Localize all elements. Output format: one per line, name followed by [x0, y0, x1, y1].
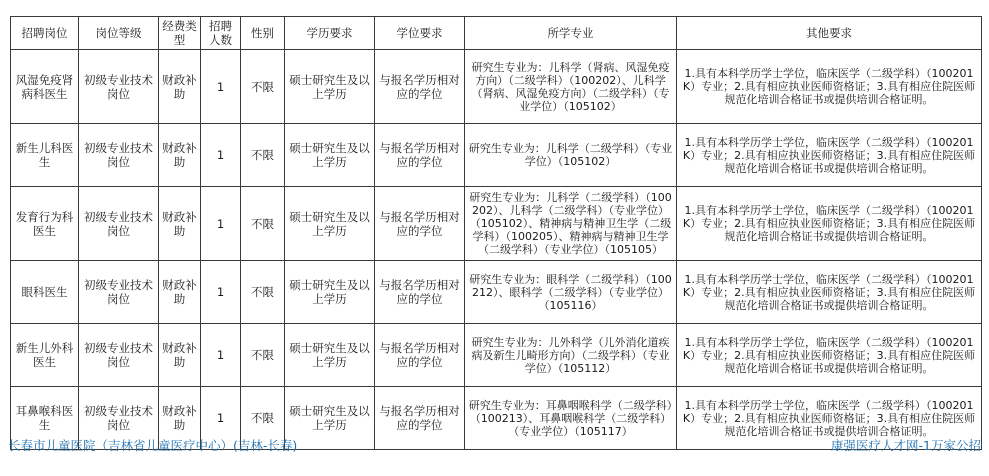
table-row [11, 261, 982, 324]
cell-education: 硕士研究生及以上学历 [285, 187, 375, 261]
cell-major: 研究生专业为：儿科学（肾病、风湿免疫方向）（二级学科）（100202）、儿科学（肾病、风湿免疫方向）（二级学科）（专业学位）（105102） [465, 50, 677, 124]
cell-funding: 财政补助 [159, 50, 201, 124]
cell-education: 硕士研究生及以上学历 [285, 387, 375, 450]
cell-major: 研究生专业为：儿科学（二级学科）（专业学位）（105102） [465, 124, 677, 187]
cell-other: 1.具有本科学历学士学位，临床医学（二级学科）（100201K）专业；2.具有相应执业医师资格证；3.具有相应住院医师规范化培训合格证书或提供培训合格证明。 [677, 387, 982, 450]
cell-education: 硕士研究生及以上学历 [285, 324, 375, 387]
cell-education: 硕士研究生及以上学历 [285, 261, 375, 324]
cell-education: 硕士研究生及以上学历 [285, 50, 375, 124]
header-row [11, 17, 982, 50]
header-funding: 经费类型 [159, 17, 201, 50]
cell-count: 1 [201, 124, 241, 187]
table-body [11, 50, 982, 450]
cell-degree: 与报名学历相对应的学位 [375, 387, 465, 450]
cell-gender: 不限 [241, 187, 285, 261]
cell-level: 初级专业技术岗位 [79, 261, 159, 324]
cell-level: 初级专业技术岗位 [79, 324, 159, 387]
cell-position: 眼科医生 [11, 261, 79, 324]
header-education: 学历要求 [285, 17, 375, 50]
cell-level: 初级专业技术岗位 [79, 387, 159, 450]
cell-funding: 财政补助 [159, 124, 201, 187]
cell-position: 发育行为科医生 [11, 187, 79, 261]
table-row [11, 187, 982, 261]
cell-position: 风湿免疫肾病科医生 [11, 50, 79, 124]
cell-degree: 与报名学历相对应的学位 [375, 124, 465, 187]
cell-major: 研究生专业为：眼科学（二级学科）（100212）、眼科学（二级学科）（专业学位）（105116） [465, 261, 677, 324]
cell-major: 研究生专业为：儿科学（二级学科）（100202）、儿科学（二级学科）（专业学位）（105102）、精神病与精神卫生学（二级学科）（100205）、精神病与精神卫生学（二级学科）（专业学位）（105105） [465, 187, 677, 261]
cell-gender: 不限 [241, 50, 285, 124]
cell-position: 耳鼻喉科医生 [11, 387, 79, 450]
cell-level: 初级专业技术岗位 [79, 124, 159, 187]
cell-degree: 与报名学历相对应的学位 [375, 324, 465, 387]
footer-site-watermark: 康强医疗人才网-1万家公招 [831, 438, 981, 453]
cell-other: 1.具有本科学历学士学位，临床医学（二级学科）（100201K）专业；2.具有相应执业医师资格证；3.具有相应住院医师规范化培训合格证书或提供培训合格证明。 [677, 324, 982, 387]
cell-funding: 财政补助 [159, 187, 201, 261]
cell-funding: 财政补助 [159, 387, 201, 450]
header-major: 所学专业 [465, 17, 677, 50]
cell-degree: 与报名学历相对应的学位 [375, 187, 465, 261]
cell-level: 初级专业技术岗位 [79, 50, 159, 124]
header-count: 招聘人数 [201, 17, 241, 50]
header-other: 其他要求 [677, 17, 982, 50]
cell-position: 新生儿外科医生 [11, 324, 79, 387]
cell-funding: 财政补助 [159, 261, 201, 324]
cell-other: 1.具有本科学历学士学位，临床医学（二级学科）（100201K）专业；2.具有相应执业医师资格证；3.具有相应住院医师规范化培训合格证书或提供培训合格证明。 [677, 261, 982, 324]
cell-position: 新生儿科医生 [11, 124, 79, 187]
table-row [11, 324, 982, 387]
header-gender: 性别 [241, 17, 285, 50]
table-row [11, 124, 982, 187]
cell-gender: 不限 [241, 387, 285, 450]
footer-hospital-name: 长春市儿童医院（吉林省儿童医疗中心）(吉林-长春) [8, 438, 298, 453]
cell-major: 研究生专业为：耳鼻咽喉科学（二级学科）（100213）、耳鼻咽喉科学（二级学科）（专业学位）（105117） [465, 387, 677, 450]
header-position: 招聘岗位 [11, 17, 79, 50]
header-level: 岗位等级 [79, 17, 159, 50]
cell-count: 1 [201, 50, 241, 124]
cell-other: 1.具有本科学历学士学位，临床医学（二级学科）（100201K）专业；2.具有相应执业医师资格证；3.具有相应住院医师规范化培训合格证书或提供培训合格证明。 [677, 187, 982, 261]
cell-count: 1 [201, 187, 241, 261]
cell-gender: 不限 [241, 324, 285, 387]
cell-degree: 与报名学历相对应的学位 [375, 261, 465, 324]
cell-education: 硕士研究生及以上学历 [285, 124, 375, 187]
recruitment-table-container [10, 16, 981, 450]
cell-count: 1 [201, 261, 241, 324]
cell-funding: 财政补助 [159, 324, 201, 387]
cell-other: 1.具有本科学历学士学位，临床医学（二级学科）（100201K）专业；2.具有相应执业医师资格证；3.具有相应住院医师规范化培训合格证书或提供培训合格证明。 [677, 50, 982, 124]
recruitment-table [10, 16, 982, 450]
table-header [11, 17, 982, 50]
cell-count: 1 [201, 324, 241, 387]
cell-gender: 不限 [241, 261, 285, 324]
cell-gender: 不限 [241, 124, 285, 187]
cell-degree: 与报名学历相对应的学位 [375, 50, 465, 124]
cell-other: 1.具有本科学历学士学位，临床医学（二级学科）（100201K）专业；2.具有相应执业医师资格证；3.具有相应住院医师规范化培训合格证书或提供培训合格证明。 [677, 124, 982, 187]
cell-major: 研究生专业为：儿外科学（儿外消化道疾病及新生儿畸形方向）（二级学科）（专业学位）（105112） [465, 324, 677, 387]
table-row [11, 50, 982, 124]
cell-level: 初级专业技术岗位 [79, 187, 159, 261]
header-degree: 学位要求 [375, 17, 465, 50]
cell-count: 1 [201, 387, 241, 450]
